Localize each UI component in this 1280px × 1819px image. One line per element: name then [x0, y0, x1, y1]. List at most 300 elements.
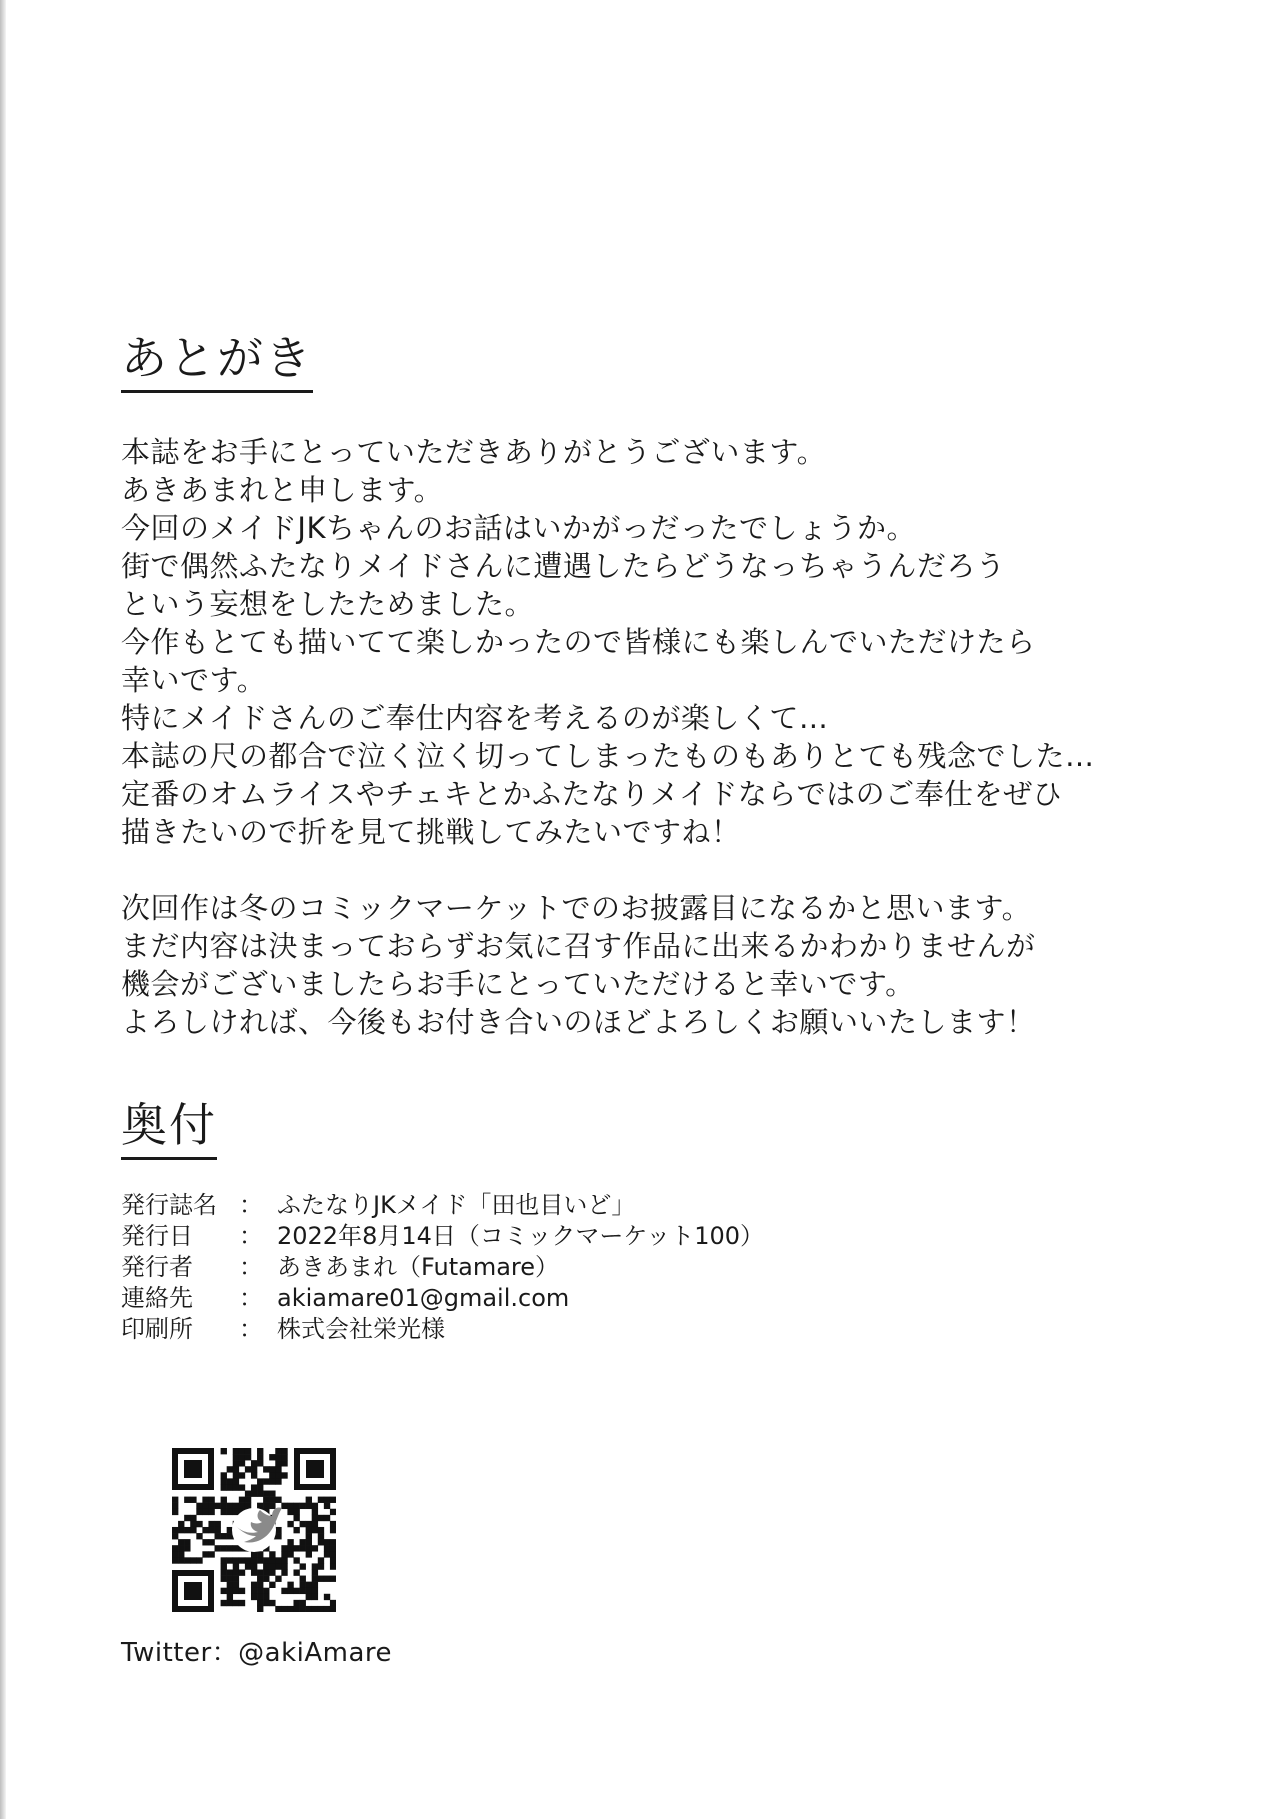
- qr-module: [300, 1563, 306, 1569]
- qr-module: [312, 1576, 318, 1582]
- qr-module: [281, 1557, 287, 1563]
- afterword-line: 特にメイドさんのご奉仕内容を考えるのが楽しくて…: [121, 701, 829, 735]
- qr-module: [330, 1509, 336, 1515]
- qr-module: [245, 1557, 251, 1563]
- qr-module: [251, 1582, 257, 1588]
- qr-module: [196, 1509, 202, 1515]
- qr-module: [196, 1533, 202, 1539]
- qr-module: [300, 1588, 306, 1594]
- qr-module: [300, 1606, 306, 1612]
- qr-module: [202, 1509, 208, 1515]
- qr-module: [233, 1454, 239, 1460]
- qr-module: [239, 1569, 245, 1575]
- qr-module: [293, 1606, 299, 1612]
- qr-module: [312, 1582, 318, 1588]
- afterword-line: あきあまれと申します。: [121, 473, 444, 507]
- qr-module: [263, 1576, 269, 1582]
- colophon-separator: ：: [239, 1253, 263, 1281]
- qr-module: [239, 1454, 245, 1460]
- qr-module: [245, 1466, 251, 1472]
- qr-module: [324, 1606, 330, 1612]
- qr-module: [281, 1588, 287, 1594]
- qr-module: [202, 1527, 208, 1533]
- qr-module: [300, 1545, 306, 1551]
- colophon-label: 発行者: [121, 1253, 193, 1281]
- qr-module: [251, 1472, 257, 1478]
- qr-module: [324, 1497, 330, 1503]
- qr-module: [318, 1533, 324, 1539]
- colophon-value: ふたなりJKメイド「田也目いど」: [277, 1191, 636, 1219]
- colophon-separator: ：: [239, 1191, 263, 1219]
- afterword-line: 今作もとても描いてて楽しかったので皆様にも楽しんでいただけたら: [121, 625, 1036, 659]
- qr-module: [257, 1448, 263, 1454]
- qr-module: [184, 1497, 190, 1503]
- qr-module: [221, 1576, 227, 1582]
- qr-module: [233, 1509, 239, 1515]
- qr-module: [306, 1539, 312, 1545]
- qr-module: [293, 1557, 299, 1563]
- qr-module: [245, 1454, 251, 1460]
- qr-module: [257, 1454, 263, 1460]
- afterword-line: まだ内容は決まっておらずお気に召す作品に出来るかわかりませんが: [121, 929, 1036, 963]
- qr-module: [190, 1557, 196, 1563]
- qr-module: [281, 1472, 287, 1478]
- qr-module: [293, 1545, 299, 1551]
- qr-module: [330, 1521, 336, 1527]
- colophon-row-title: [121, 1190, 1201, 1221]
- qr-module: [257, 1460, 263, 1466]
- qr-module: [257, 1588, 263, 1594]
- afterword-heading: あとがき: [121, 330, 313, 393]
- qr-module: [257, 1484, 263, 1490]
- qr-module: [227, 1509, 233, 1515]
- qr-module: [227, 1466, 233, 1472]
- qr-module: [251, 1466, 257, 1472]
- qr-module: [257, 1557, 263, 1563]
- colophon-row-printer: [121, 1314, 1201, 1345]
- qr-module: [287, 1551, 293, 1557]
- qr-module: [275, 1454, 281, 1460]
- qr-module: [251, 1460, 257, 1466]
- colophon-label: 発行誌名: [121, 1191, 217, 1219]
- afterword-line: 定番のオムライスやチェキとかふたなりメイドならではのご奉仕をぜひ: [121, 777, 1063, 811]
- qr-module: [239, 1588, 245, 1594]
- qr-module: [330, 1551, 336, 1557]
- qr-module: [239, 1497, 245, 1503]
- qr-module: [293, 1527, 299, 1533]
- qr-module: [251, 1569, 257, 1575]
- qr-module: [172, 1545, 178, 1551]
- qr-module: [251, 1563, 257, 1569]
- qr-module: [275, 1557, 281, 1563]
- colophon-row-publisher: [121, 1252, 1201, 1283]
- qr-module: [239, 1472, 245, 1478]
- qr-module: [172, 1509, 178, 1515]
- qr-module: [257, 1478, 263, 1484]
- qr-module: [221, 1557, 227, 1563]
- qr-module: [257, 1606, 263, 1612]
- qr-module: [233, 1460, 239, 1466]
- qr-module: [178, 1527, 184, 1533]
- qr-module: [287, 1503, 293, 1509]
- qr-module: [293, 1569, 299, 1575]
- qr-module: [306, 1594, 312, 1600]
- afterword-line: 本誌の尺の都合で泣く泣く切ってしまったものもありとても残念でした…: [121, 739, 1095, 773]
- qr-module: [269, 1478, 275, 1484]
- qr-module: [227, 1545, 233, 1551]
- qr-module: [263, 1563, 269, 1569]
- qr-module: [221, 1497, 227, 1503]
- qr-module: [233, 1576, 239, 1582]
- qr-module: [221, 1509, 227, 1515]
- afterword-line: 今回のメイドJKちゃんのお話はいかがっだったでしょうか。: [121, 511, 916, 545]
- qr-module: [330, 1600, 336, 1606]
- colophon-email[interactable]: akiamare01@gmail.com: [277, 1284, 570, 1312]
- qr-module: [208, 1539, 214, 1545]
- qr-module: [178, 1557, 184, 1563]
- qr-module: [287, 1539, 293, 1545]
- qr-module: [190, 1527, 196, 1533]
- qr-module: [318, 1563, 324, 1569]
- qr-module: [281, 1460, 287, 1466]
- qr-module: [275, 1466, 281, 1472]
- qr-module: [233, 1588, 239, 1594]
- qr-module: [287, 1545, 293, 1551]
- afterword-line: よろしければ、今後もお付き合いのほどよろしくお願いいたします！: [121, 1005, 1036, 1039]
- qr-module: [300, 1582, 306, 1588]
- qr-module: [324, 1594, 330, 1600]
- colophon-label: 発行日: [121, 1222, 193, 1250]
- qr-module: [275, 1460, 281, 1466]
- qr-module: [287, 1606, 293, 1612]
- afterword-line: 次回作は冬のコミックマーケットでのお披露目になるかと思います。: [121, 891, 1032, 925]
- qr-module: [184, 1557, 190, 1563]
- qr-module: [233, 1582, 239, 1588]
- qr-module: [172, 1551, 178, 1557]
- qr-module: [245, 1563, 251, 1569]
- qr-module: [208, 1503, 214, 1509]
- qr-module: [251, 1491, 257, 1497]
- qr-module: [293, 1600, 299, 1606]
- qr-module: [269, 1557, 275, 1563]
- qr-module: [221, 1503, 227, 1509]
- qr-module: [196, 1503, 202, 1509]
- qr-module: [312, 1521, 318, 1527]
- qr-module: [233, 1503, 239, 1509]
- qr-module: [275, 1563, 281, 1569]
- qr-module: [184, 1515, 190, 1521]
- qr-module: [275, 1606, 281, 1612]
- qr-module: [263, 1503, 269, 1509]
- colophon-label: 印刷所: [121, 1315, 193, 1343]
- qr-module: [293, 1515, 299, 1521]
- qr-module: [312, 1569, 318, 1575]
- qr-module: [312, 1515, 318, 1521]
- qr-module: [312, 1563, 318, 1569]
- qr-module: [263, 1491, 269, 1497]
- qr-module: [245, 1448, 251, 1454]
- qr-module: [239, 1557, 245, 1563]
- qr-module: [330, 1497, 336, 1503]
- qr-module: [251, 1551, 257, 1557]
- qr-module: [227, 1503, 233, 1509]
- qr-module: [202, 1539, 208, 1545]
- qr-module: [233, 1484, 239, 1490]
- qr-module: [233, 1478, 239, 1484]
- qr-module: [330, 1527, 336, 1533]
- qr-module: [324, 1503, 330, 1509]
- qr-module: [257, 1551, 263, 1557]
- qr-module: [215, 1545, 221, 1551]
- qr-module: [300, 1503, 306, 1509]
- qr-module: [275, 1497, 281, 1503]
- qr-module: [227, 1576, 233, 1582]
- qr-module: [221, 1484, 227, 1490]
- qr-module: [221, 1472, 227, 1478]
- qr-module: [239, 1503, 245, 1509]
- qr-module: [178, 1539, 184, 1545]
- qr-module: [318, 1557, 324, 1563]
- qr-module: [208, 1527, 214, 1533]
- qr-module: [263, 1466, 269, 1472]
- qr-module: [281, 1545, 287, 1551]
- qr-module: [263, 1594, 269, 1600]
- qr-module: [184, 1545, 190, 1551]
- qr-module: [227, 1484, 233, 1490]
- qr-module: [269, 1600, 275, 1606]
- qr-module: [312, 1588, 318, 1594]
- qr-module: [257, 1491, 263, 1497]
- qr-module: [190, 1515, 196, 1521]
- qr-module: [202, 1551, 208, 1557]
- qr-module: [263, 1588, 269, 1594]
- qr-module: [269, 1454, 275, 1460]
- qr-module: [306, 1582, 312, 1588]
- qr-module: [227, 1582, 233, 1588]
- qr-module: [233, 1448, 239, 1454]
- qr-module: [239, 1448, 245, 1454]
- qr-module: [312, 1509, 318, 1515]
- qr-module: [178, 1521, 184, 1527]
- qr-module: [184, 1539, 190, 1545]
- qr-module: [227, 1478, 233, 1484]
- qr-module: [172, 1557, 178, 1563]
- qr-module: [196, 1521, 202, 1527]
- qr-module: [287, 1521, 293, 1527]
- qr-module: [287, 1509, 293, 1515]
- qr-module: [281, 1551, 287, 1557]
- twitter-bird-icon: [232, 1507, 282, 1552]
- qr-module: [221, 1600, 227, 1606]
- colophon-separator: ：: [239, 1222, 263, 1250]
- qr-module: [263, 1478, 269, 1484]
- colophon-row-contact: [121, 1283, 1201, 1314]
- qr-module: [312, 1545, 318, 1551]
- qr-module: [196, 1557, 202, 1563]
- qr-module: [208, 1521, 214, 1527]
- qr-module: [221, 1569, 227, 1575]
- qr-module: [221, 1563, 227, 1569]
- qr-module: [312, 1527, 318, 1533]
- qr-module: [263, 1497, 269, 1503]
- afterword-line: 本誌をお手にとっていただきありがとうございます。: [121, 435, 827, 469]
- qr-module: [300, 1576, 306, 1582]
- qr-module: [233, 1472, 239, 1478]
- qr-module: [227, 1588, 233, 1594]
- qr-module: [215, 1521, 221, 1527]
- qr-module: [281, 1569, 287, 1575]
- qr-module: [202, 1497, 208, 1503]
- colophon-value: 2022年8月14日（コミックマーケット100）: [277, 1222, 765, 1250]
- qr-module: [227, 1557, 233, 1563]
- afterword-line: 幸いです。: [121, 663, 267, 697]
- qr-module: [269, 1551, 275, 1557]
- qr-module: [275, 1527, 281, 1533]
- qr-module: [269, 1569, 275, 1575]
- qr-module: [275, 1448, 281, 1454]
- qr-module: [257, 1503, 263, 1509]
- page-content: [121, 330, 1201, 1345]
- qr-module: [208, 1509, 214, 1515]
- qr-module: [312, 1594, 318, 1600]
- qr-module: [269, 1582, 275, 1588]
- qr-module: [269, 1491, 275, 1497]
- qr-module: [215, 1503, 221, 1509]
- colophon-list: [121, 1190, 1201, 1345]
- qr-module: [330, 1557, 336, 1563]
- qr-module: [287, 1582, 293, 1588]
- qr-module: [233, 1569, 239, 1575]
- qr-module: [233, 1563, 239, 1569]
- qr-module: [233, 1600, 239, 1606]
- qr-module: [281, 1503, 287, 1509]
- qr-module: [221, 1533, 227, 1539]
- qr-module: [202, 1503, 208, 1509]
- qr-module: [318, 1606, 324, 1612]
- qr-module: [221, 1588, 227, 1594]
- qr-module: [208, 1551, 214, 1557]
- qr-module: [281, 1448, 287, 1454]
- qr-module: [324, 1551, 330, 1557]
- qr-module: [233, 1545, 239, 1551]
- page-edge: [0, 0, 6, 1819]
- qr-module: [281, 1563, 287, 1569]
- qr-module: [293, 1509, 299, 1515]
- qr-module: [257, 1600, 263, 1606]
- qr-module: [300, 1539, 306, 1545]
- qr-module: [172, 1497, 178, 1503]
- qr-module: [318, 1515, 324, 1521]
- afterword-body: [121, 433, 1201, 1041]
- qr-module: [227, 1600, 233, 1606]
- qr-module: [251, 1594, 257, 1600]
- qr-module: [318, 1527, 324, 1533]
- afterword-line: という妄想をしたためました。: [121, 587, 535, 621]
- qr-module: [324, 1545, 330, 1551]
- qr-module: [281, 1454, 287, 1460]
- qr-module: [318, 1497, 324, 1503]
- qr-module: [312, 1606, 318, 1612]
- qr-module: [275, 1472, 281, 1478]
- qr-module: [306, 1545, 312, 1551]
- paragraph-gap: [121, 851, 1201, 889]
- qr-module: [306, 1521, 312, 1527]
- qr-module: [330, 1576, 336, 1582]
- qr-module: [227, 1533, 233, 1539]
- qr-module: [257, 1569, 263, 1575]
- colophon-value: あきあまれ（Futamare）: [277, 1253, 560, 1281]
- qr-module: [245, 1491, 251, 1497]
- qr-module: [269, 1497, 275, 1503]
- qr-module: [318, 1576, 324, 1582]
- qr-module: [330, 1563, 336, 1569]
- qr-module: [263, 1600, 269, 1606]
- qr-module: [330, 1539, 336, 1545]
- qr-module: [306, 1497, 312, 1503]
- qr-module: [221, 1545, 227, 1551]
- qr-module: [281, 1606, 287, 1612]
- qr-module: [239, 1460, 245, 1466]
- qr-module: [263, 1569, 269, 1575]
- qr-module: [233, 1557, 239, 1563]
- qr-module: [251, 1557, 257, 1563]
- twitter-handle[interactable]: Twitter：@akiAmare: [121, 1638, 393, 1668]
- qr-module: [330, 1545, 336, 1551]
- qr-module: [263, 1557, 269, 1563]
- colophon-heading: 奥付: [121, 1097, 217, 1160]
- qr-module: [215, 1527, 221, 1533]
- afterword-line: 描きたいので折を見て挑戦してみたいですね！: [121, 815, 741, 849]
- qr-module: [306, 1551, 312, 1557]
- qr-module: [227, 1569, 233, 1575]
- qr-module: [239, 1600, 245, 1606]
- qr-module: [324, 1576, 330, 1582]
- qr-module: [269, 1466, 275, 1472]
- qr-module: [172, 1527, 178, 1533]
- qr-module: [275, 1533, 281, 1539]
- qr-module: [330, 1606, 336, 1612]
- finder-top-right: [294, 1448, 336, 1490]
- qr-module: [300, 1521, 306, 1527]
- qr-module: [227, 1594, 233, 1600]
- qr-module: [172, 1533, 178, 1539]
- qr-module: [318, 1539, 324, 1545]
- colophon-separator: ：: [239, 1315, 263, 1343]
- finder-top-left: [172, 1448, 214, 1490]
- qr-module: [245, 1497, 251, 1503]
- colophon-row-date: [121, 1221, 1201, 1252]
- qr-code[interactable]: [172, 1448, 336, 1612]
- qr-module: [306, 1527, 312, 1533]
- qr-module: [172, 1503, 178, 1509]
- qr-module: [293, 1503, 299, 1509]
- qr-module: [306, 1503, 312, 1509]
- qr-module: [190, 1521, 196, 1527]
- qr-module: [257, 1576, 263, 1582]
- qr-module: [269, 1472, 275, 1478]
- qr-module: [306, 1533, 312, 1539]
- qr-module: [208, 1497, 214, 1503]
- qr-module: [184, 1527, 190, 1533]
- qr-module: [178, 1551, 184, 1557]
- qr-module: [324, 1539, 330, 1545]
- qr-module: [312, 1503, 318, 1509]
- qr-module: [257, 1582, 263, 1588]
- qr-module: [178, 1545, 184, 1551]
- qr-module: [245, 1503, 251, 1509]
- qr-module: [306, 1606, 312, 1612]
- qr-module: [239, 1484, 245, 1490]
